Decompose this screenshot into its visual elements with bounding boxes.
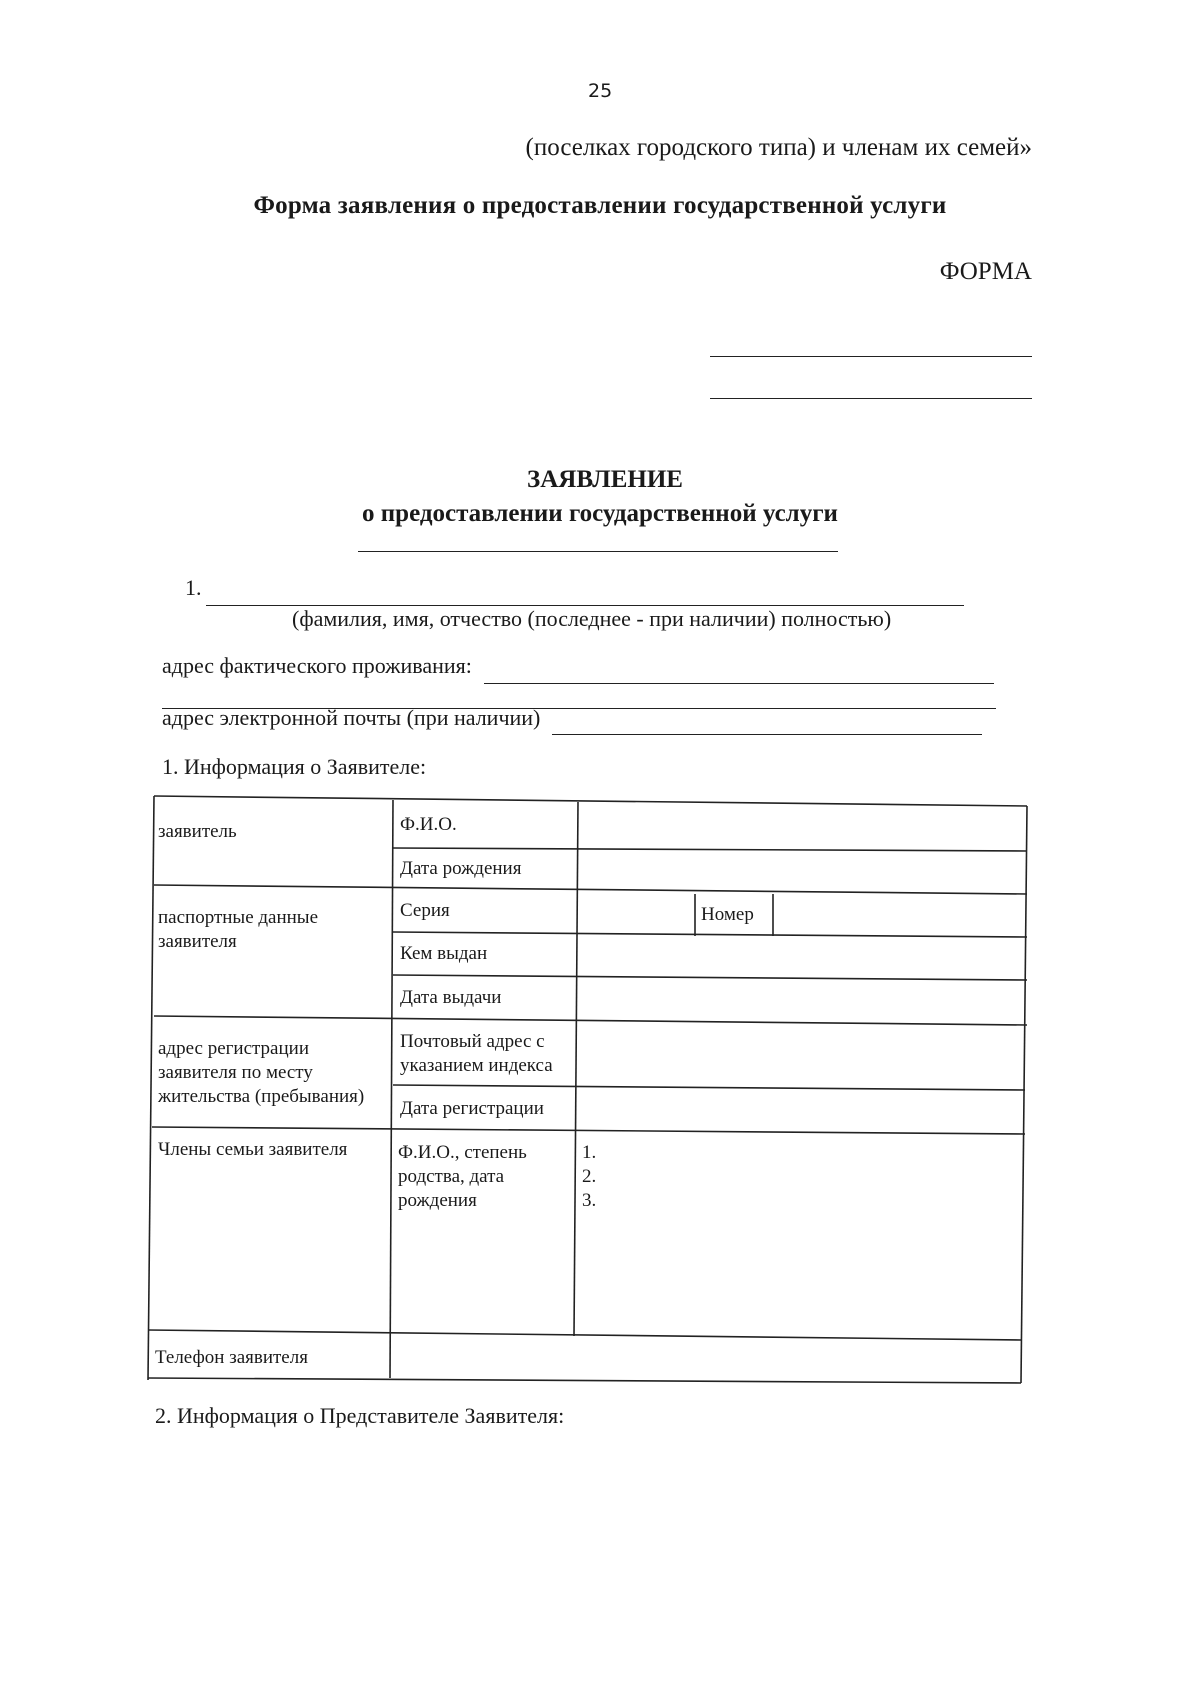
registration-date-field[interactable] <box>580 1091 1024 1131</box>
registration-date-label: Дата регистрации <box>400 1098 544 1119</box>
addressee-line-2[interactable] <box>710 398 1032 399</box>
section-2-title: 2. Информация о Представителе Заявителя: <box>155 1403 565 1428</box>
issue-date-field[interactable] <box>580 981 1024 1021</box>
family-members-label: Члены семьи заявителя <box>158 1139 348 1160</box>
postal-address-field[interactable] <box>580 1026 1024 1086</box>
passport-label: паспортные данные заявителя <box>158 907 319 952</box>
series-label: Серия <box>400 900 450 921</box>
fio-field[interactable] <box>580 806 1024 848</box>
family-item-2[interactable]: 2. <box>582 1166 597 1187</box>
phone-label: Телефон заявителя <box>155 1347 308 1368</box>
family-item-1[interactable]: 1. <box>582 1142 597 1163</box>
addressee-line-1[interactable] <box>710 356 1032 357</box>
phone-field[interactable] <box>393 1340 1019 1380</box>
issued-by-field[interactable] <box>580 938 1024 976</box>
fio-label: Ф.И.О. <box>400 814 457 835</box>
postal-address-label: Почтовый адрес с указанием индекса <box>400 1031 553 1076</box>
service-name-line[interactable] <box>358 551 838 552</box>
family-detail-label: Ф.И.О., степень родства, дата рождения <box>398 1142 527 1211</box>
family-item-3[interactable]: 3. <box>582 1190 597 1211</box>
number-field[interactable] <box>776 896 1024 934</box>
applicant-number: 1. <box>185 575 202 600</box>
email-label: адрес электронной почты (при наличии) <box>162 705 541 730</box>
applicant-name-caption: (фамилия, имя, отчество (последнее - при наличии) полностью) <box>292 606 892 631</box>
series-field[interactable] <box>580 896 692 934</box>
registration-address-label: адрес регистрации заявителя по месту жительства (пребывания) <box>158 1038 365 1107</box>
birth-date-field[interactable] <box>580 852 1024 892</box>
header-continuation: (поселках городского типа) и членам их семей» <box>525 134 1032 161</box>
actual-address-label: адрес фактического проживания: <box>162 653 472 678</box>
applicant-label: заявитель <box>158 821 237 842</box>
document-heading: ЗАЯВЛЕНИЕ <box>527 466 683 493</box>
form-label: ФОРМА <box>939 258 1032 285</box>
number-label: Номер <box>701 904 754 925</box>
section-1-title: 1. Информация о Заявителе: <box>162 754 427 779</box>
document-subheading: о предоставлении государственной услуги <box>362 500 838 527</box>
birth-date-label: Дата рождения <box>400 858 522 879</box>
form-title: Форма заявления о предоставлении государственной услуги <box>253 192 947 219</box>
email-line[interactable] <box>552 734 982 735</box>
actual-address-line-1[interactable] <box>484 683 994 684</box>
issued-by-label: Кем выдан <box>400 943 488 964</box>
page-number: 25 <box>588 80 613 102</box>
issue-date-label: Дата выдачи <box>400 987 502 1008</box>
